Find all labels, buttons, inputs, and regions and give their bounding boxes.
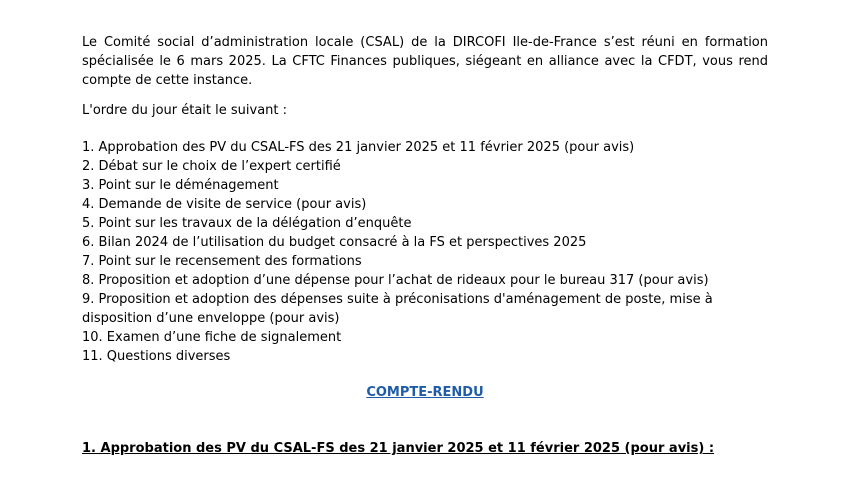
agenda-item: 3. Point sur le déménagement: [82, 178, 279, 193]
agenda-item: 7. Point sur le recensement des formations: [82, 254, 362, 269]
agenda-item: 10. Examen d’une fiche de signalement: [82, 330, 342, 345]
section-heading: 1. Approbation des PV du CSAL-FS des 21 janvier 2025 et 11 février 2025 (pour avis) :: [82, 441, 715, 456]
agenda-item: 4. Demande de visite de service (pour avis): [82, 197, 367, 212]
agenda-item: 1. Approbation des PV du CSAL-FS des 21 janvier 2025 et 11 février 2025 (pour avis): [82, 140, 635, 155]
agenda-item: 2. Débat sur le choix de l’expert certifié: [82, 159, 341, 174]
agenda-item: 6. Bilan 2024 de l’utilisation du budget consacré à la FS et perspectives 2025: [82, 235, 587, 250]
agenda-item: 5. Point sur les travaux de la délégation d’enquête: [82, 216, 412, 231]
agenda-item: 9. Proposition et adoption des dépenses suite à préconisations d'aménagement de poste, mise à disposition d’une enveloppe (pour avis): [82, 292, 713, 326]
agenda-intro: L'ordre du jour était le suivant :: [82, 103, 288, 118]
report-title: COMPTE-RENDU: [366, 385, 484, 400]
agenda-item: 11. Questions diverses: [82, 349, 231, 364]
agenda-item: 8. Proposition et adoption d’une dépense pour l’achat de rideaux pour le bureau 317 (pour avis): [82, 273, 709, 288]
intro-paragraph: Le Comité social d’administration locale (CSAL) de la DIRCOFI Ile-de-France s’est réuni en formation spécialisée le 6 mars 2025. La CFTC Finances publiques, siégeant en alliance avec la CFDT, vous rend compte de cette instance.: [82, 35, 768, 88]
agenda-list: [82, 138, 772, 366]
